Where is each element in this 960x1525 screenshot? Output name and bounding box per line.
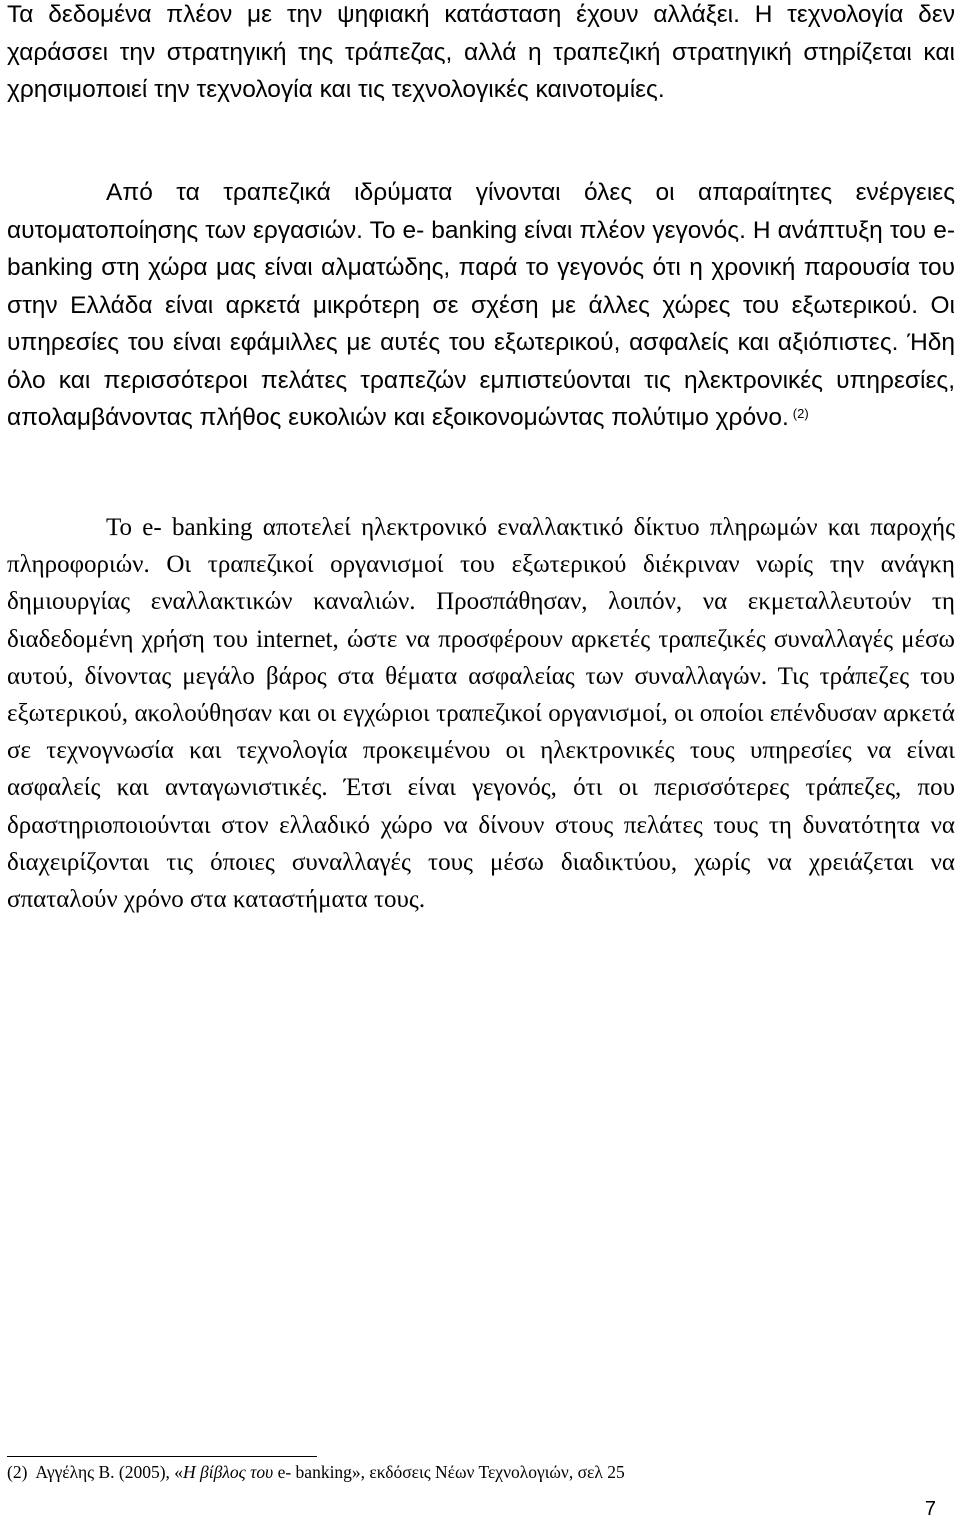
paragraph-3 <box>7 509 955 918</box>
paragraph-3-text: Το e- banking αποτελεί ηλεκτρονικό εναλλακτικό δίκτυο πληρωμών και παροχής πληροφοριών. Οι τραπεζικοί οργανισμοί του εξωτερικού διέκριναν νωρίς την ανάγκη δημιουργίας εναλλακτικών καναλιών. Προσπάθησαν, λοιπόν, να εκμεταλλευτούν τη διαδεδομένη χρήση του internet, ώστε να προσφέρουν αρκετές τραπεζικές συναλλαγές μέσω αυτού, δίνοντας μεγάλο βάρος στα θέματα ασφαλείας των συναλλαγών. Τις τράπεζες του εξωτερικού, ακολούθησαν και οι εγχώριοι τραπεζικοί οργανισμοί, οι οποίοι επένδυσαν αρκετά σε τεχνογνωσία και τεχνολογία προκειμένου οι ηλεκτρονικές τους υπηρεσίες να είναι ασφαλείς και ανταγωνιστικές. Έτσι είναι γεγονός, ότι οι περισσότερες τράπεζες, που δραστηριοποιούνται στον ελλαδικό χώρο να δίνουν στους πελάτες τους τη δυνατότητα να διαχειρίζονται τις όποιες συναλλαγές τους μέσω διαδικτύου, χωρίς να χρειάζεται να σπαταλούν χρόνο στα καταστήματα τους. <box>7 514 955 914</box>
paragraph-1 <box>7 0 955 109</box>
footnote-title-rest: e- banking», εκδόσεις Νέων Τεχνολογιών, σελ 25 <box>273 1462 625 1482</box>
page-number: 7 <box>924 1498 936 1520</box>
paragraph-1-text: Τα δεδομένα πλέον με την ψηφιακή κατάσταση έχουν αλλάξει. Η τεχνολογία δεν χαράσσει την στρατηγική της τράπεζας, αλλά η τραπεζική στρατηγική στηρίζεται και χρησιμοποιεί την τεχνολογία και τις τεχνολογικές καινοτομίες. <box>7 1 955 103</box>
footnote-separator <box>7 1456 317 1457</box>
footnote-author: Αγγέλης Β. (2005), « <box>35 1462 184 1482</box>
footnote <box>7 1461 955 1483</box>
paragraph-2 <box>7 174 955 437</box>
paragraph-2-text: Από τα τραπεζικά ιδρύματα γίνονται όλες οι απαραίτητες ενέργειες αυτοματοποίησης των εργασιών. Το e- banking είναι πλέον γεγονός. Η ανάπτυξη του e- banking στη χώρα μας είναι αλματώδης, παρά το γεγονός ότι η χρονική παρουσία του στην Ελλάδα είναι αρκετά μικρότερη σε σχέση με άλλες χώρες του εξωτερικού. Οι υπηρεσίες του είναι εφάμιλλες με αυτές του εξωτερικού, ασφαλείς και αξιόπιστες. Ήδη όλο και περισσότεροι πελάτες τραπεζών εμπιστεύονται τις ηλεκτρονικές υπηρεσίες, απολαμβάνοντας πλήθος ευκολιών και εξοικονομώντας πολύτιμο χρόνο. <box>7 179 955 431</box>
footnote-title-italic: Η βίβλος του <box>183 1462 274 1482</box>
footnote-reference[interactable]: (2) <box>792 406 809 421</box>
footnote-label: (2) <box>7 1462 28 1482</box>
